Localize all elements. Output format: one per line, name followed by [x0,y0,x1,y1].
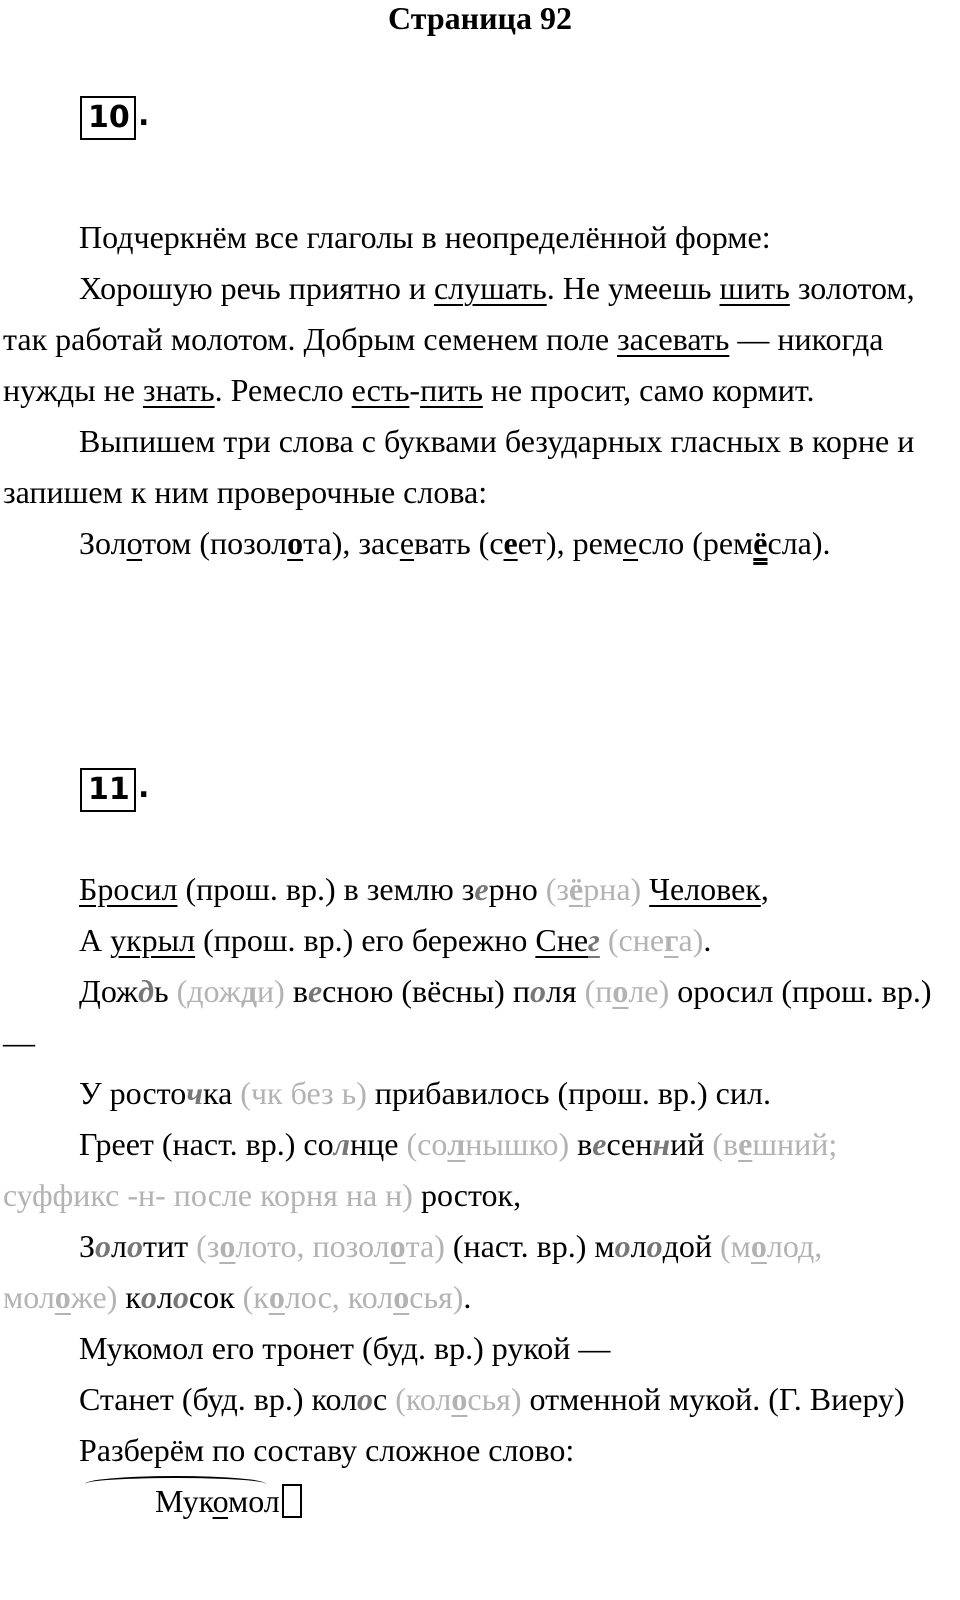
poem-line-7: Мукомол его тронет (буд. вр.) рукой — [79,1330,611,1366]
task-10-text [3,212,943,569]
verb-slushat: слушать [433,270,547,306]
poem-line-3: Дождь (дожди) весною (вёсны) поля (поле) оросил (прош. вр.) — [3,973,932,1060]
poem-line-2: А укрыл (прош. вр.) его бережно Снег (снега). [79,922,712,958]
task-10-number [80,96,136,140]
task-10-intro: Подчеркнём все глаголы в неопределённой форме: [79,219,771,255]
verb-shit: шить [719,270,790,306]
task-10-answer: Золотом (позолота), засевать (сеет), ремесло (ремёсла). [79,525,831,561]
poem-line-8: Станет (буд. вр.) колос (колосья) отменной мукой. (Г. Виеру) [79,1381,905,1417]
task-10-number-dot: . [138,98,150,133]
connecting-vowel: о [212,1483,228,1519]
task-10-number-text: 10 [88,100,130,135]
task-11-number-text: 11 [88,772,130,807]
task-11-text [3,864,943,1527]
task-11-number-dot: . [138,770,150,805]
root-arc-mark [85,1476,266,1492]
page-title: Страница 92 [388,0,572,36]
poem-line-4: У росточка (чк без ь) прибавилось (прош. вр.) сил. [79,1075,771,1111]
poem-line-5: Греет (наст. вр.) солнце (солнышко) весенний (вешний; суффикс -н- после корня на н) росток, [3,1126,838,1213]
task-11-number [80,768,136,812]
poem-line-1: Бросил (прош. вр.) в землю зерно (зёрна) Человек, [79,871,769,907]
task-10-proverbs: Хорошую речь приятно и слушать. Не умеешь шить золотом, так работай молотом. Добрым семенем поле засевать — никогда нужды не знать. Ремесло есть-пить не просит, само кормит. [3,270,915,408]
zero-ending-box [282,1484,302,1518]
verb-znat: знать [142,372,215,408]
verb-est: есть [351,372,410,408]
morph-word: Мукомол [79,1476,280,1527]
verb-pit: пить [420,372,483,408]
morphemic-analysis [3,1476,943,1527]
parse-instruction: Разберём по составу сложное слово: [79,1432,575,1468]
task-10-instruction: Выпишем три слова с буквами безударных гласных в корне и запишем к ним проверочные слова: [3,423,915,510]
poem-line-6: Золотит (золото, позолота) (наст. вр.) молодой (молод, моложе) колосок (колос, колосья). [3,1228,823,1315]
verb-zasevat: засевать [617,321,730,357]
